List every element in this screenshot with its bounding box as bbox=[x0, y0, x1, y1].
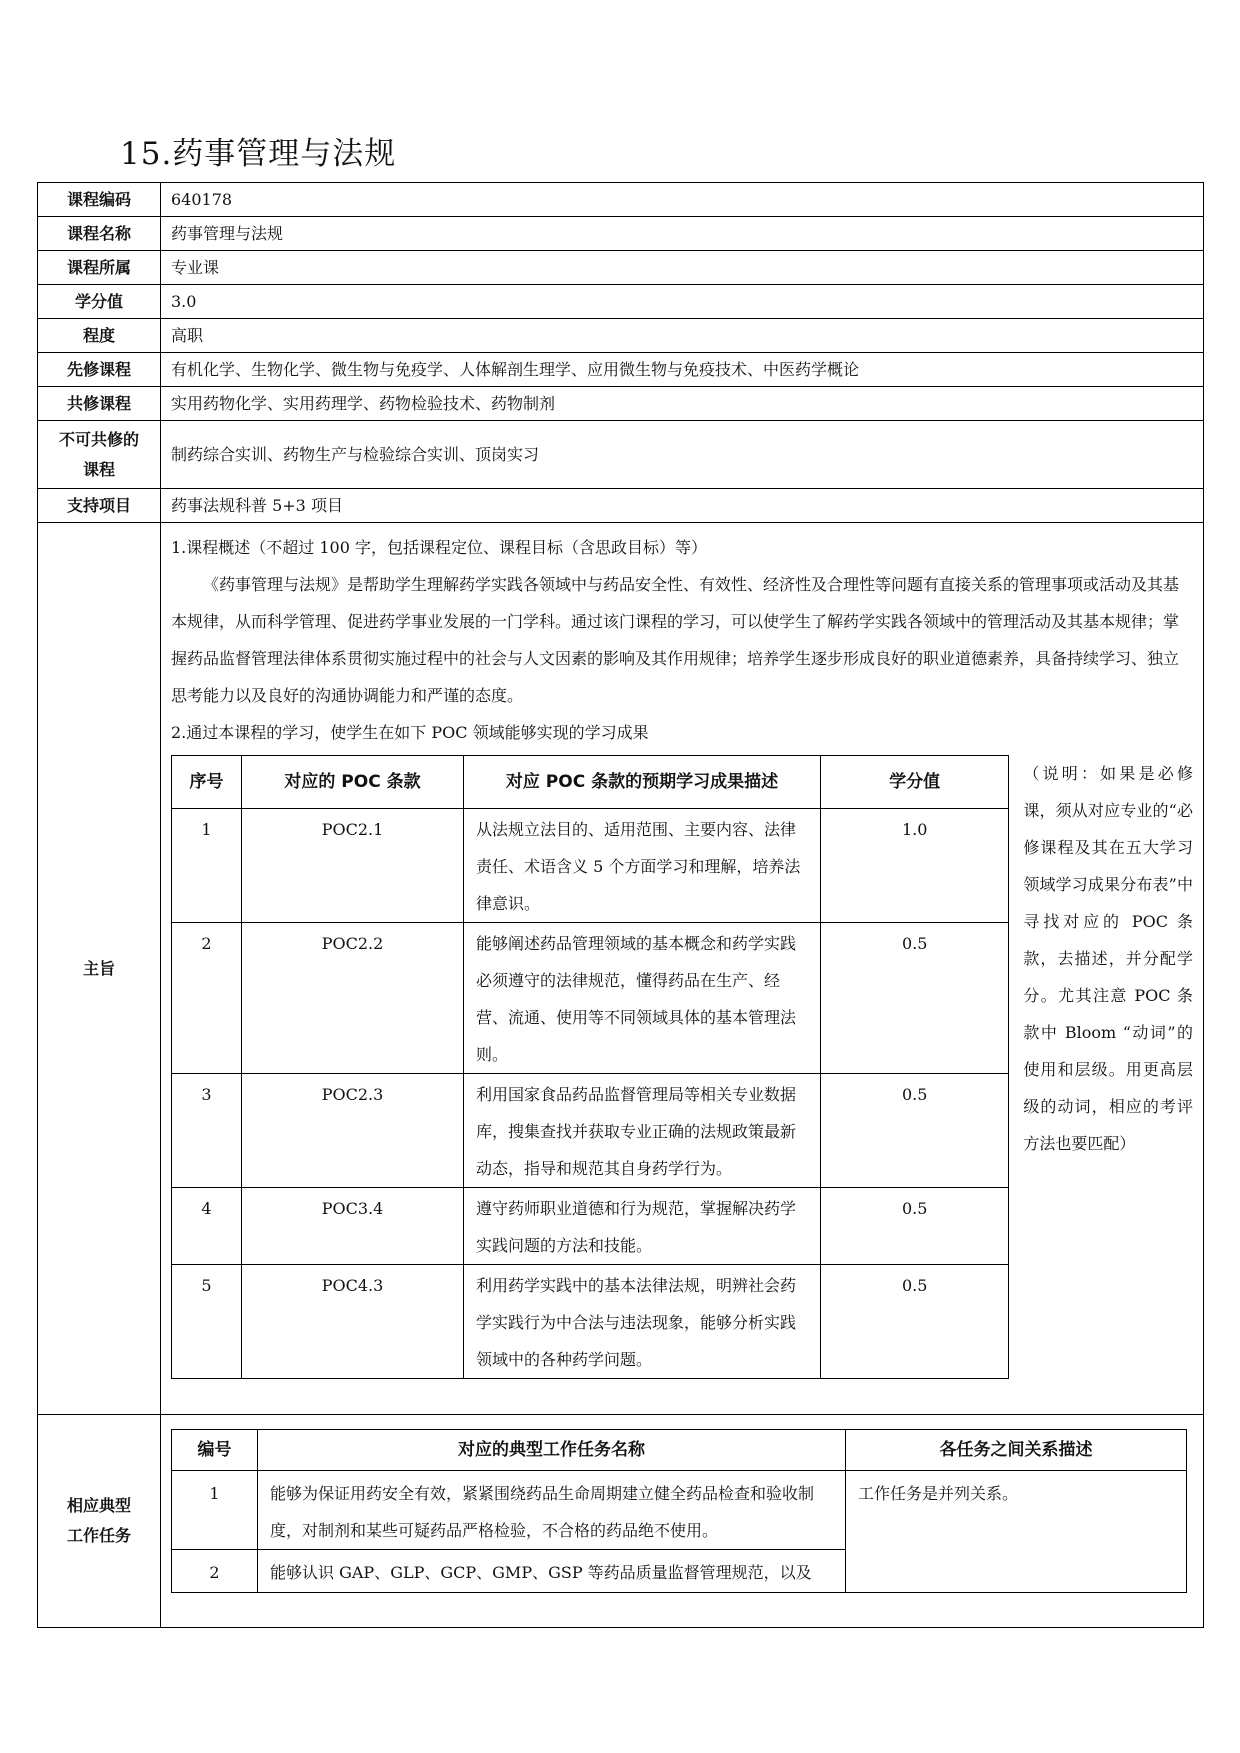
poc-header-row bbox=[172, 756, 1009, 809]
poc-desc: 从法规立法目的、适用范围、主要内容、法律责任、术语含义 5 个方面学习和理解，培养法律意识。 bbox=[464, 809, 821, 923]
poc-no: 5 bbox=[172, 1265, 242, 1379]
aim-content bbox=[161, 523, 1204, 1415]
row-aim bbox=[38, 523, 1204, 1415]
poc-desc: 利用药学实践中的基本法律法规，明辨社会药学实践行为中合法与违法现象，能够分析实践领域中的各种药学问题。 bbox=[464, 1265, 821, 1379]
table-row bbox=[172, 1074, 1009, 1188]
table-row bbox=[172, 923, 1009, 1074]
value-course-code: 640178 bbox=[161, 183, 1204, 217]
label-exclusions bbox=[38, 421, 161, 489]
task-name: 能够认识 GAP、GLP、GCP、GMP、GSP 等药品质量监督管理规范，以及 bbox=[258, 1550, 846, 1593]
task-table bbox=[171, 1429, 1187, 1593]
label-corequisites: 共修课程 bbox=[38, 387, 161, 421]
row-credit bbox=[38, 285, 1204, 319]
label-exclusions-line2: 课程 bbox=[82, 459, 115, 479]
poc-desc: 遵守药师职业道德和行为规范，掌握解决药学实践问题的方法和技能。 bbox=[464, 1188, 821, 1265]
value-corequisites: 实用药物化学、实用药理学、药物检验技术、药物制剂 bbox=[161, 387, 1204, 421]
task-no: 2 bbox=[172, 1550, 258, 1593]
poc-credit: 0.5 bbox=[821, 923, 1009, 1074]
value-course-category: 专业课 bbox=[161, 251, 1204, 285]
poc-credit: 1.0 bbox=[821, 809, 1009, 923]
value-credit: 3.0 bbox=[161, 285, 1204, 319]
label-aim: 主旨 bbox=[38, 523, 161, 1415]
label-prerequisites: 先修课程 bbox=[38, 353, 161, 387]
poc-no: 4 bbox=[172, 1188, 242, 1265]
poc-clause: POC3.4 bbox=[242, 1188, 464, 1265]
label-tasks-line2: 工作任务 bbox=[66, 1526, 131, 1545]
label-course-code: 课程编码 bbox=[38, 183, 161, 217]
task-header-row bbox=[172, 1430, 1187, 1471]
row-tasks bbox=[38, 1415, 1204, 1628]
poc-header-no: 序号 bbox=[172, 756, 242, 809]
task-header-no: 编号 bbox=[172, 1430, 258, 1471]
row-course-code bbox=[38, 183, 1204, 217]
value-prerequisites: 有机化学、生物化学、微生物与免疫学、人体解剖生理学、应用微生物与免疫技术、中医药学概论 bbox=[161, 353, 1204, 387]
poc-desc: 利用国家食品药品监督管理局等相关专业数据库，搜集查找并获取专业正确的法规政策最新动态，指导和规范其自身药学行为。 bbox=[464, 1074, 821, 1188]
row-corequisites bbox=[38, 387, 1204, 421]
label-course-name: 课程名称 bbox=[38, 217, 161, 251]
task-header-name: 对应的典型工作任务名称 bbox=[258, 1430, 846, 1471]
poc-desc: 能够阐述药品管理领域的基本概念和药学实践必须遵守的法律规范，懂得药品在生产、经营、流通、使用等不同领域具体的基本管理法则。 bbox=[464, 923, 821, 1074]
row-support-project bbox=[38, 489, 1204, 523]
poc-clause: POC4.3 bbox=[242, 1265, 464, 1379]
poc-section bbox=[171, 755, 1193, 1379]
course-info-table bbox=[37, 182, 1204, 1628]
row-exclusions bbox=[38, 421, 1204, 489]
row-level bbox=[38, 319, 1204, 353]
table-row bbox=[172, 1265, 1009, 1379]
poc-credit: 0.5 bbox=[821, 1188, 1009, 1265]
value-exclusions: 制药综合实训、药物生产与检验综合实训、顶岗实习 bbox=[161, 421, 1204, 489]
poc-no: 3 bbox=[172, 1074, 242, 1188]
table-row bbox=[172, 1471, 1187, 1550]
poc-no: 1 bbox=[172, 809, 242, 923]
poc-clause: POC2.3 bbox=[242, 1074, 464, 1188]
poc-credit: 0.5 bbox=[821, 1074, 1009, 1188]
row-prerequisites bbox=[38, 353, 1204, 387]
task-relation: 工作任务是并列关系。 bbox=[846, 1471, 1187, 1593]
task-header-relation: 各任务之间关系描述 bbox=[846, 1430, 1187, 1471]
label-support-project: 支持项目 bbox=[38, 489, 161, 523]
page-title: 15.药事管理与法规 bbox=[120, 136, 397, 172]
poc-no: 2 bbox=[172, 923, 242, 1074]
poc-header-credit: 学分值 bbox=[821, 756, 1009, 809]
table-row bbox=[172, 1188, 1009, 1265]
poc-note: （说明：如果是必修课，须从对应专业的“必修课程及其在五大学习领域学习成果分布表”中寻找对应的 POC 条款，去描述，并分配学分。尤其注意 POC 条款中 Bloom “动词”的使用和层级。用更高层级的动词，相应的考评方法也要匹配） bbox=[1023, 764, 1193, 1153]
value-support-project: 药事法规科普 5+3 项目 bbox=[161, 489, 1204, 523]
overview-heading: 1.课程概述（不超过 100 字，包括课程定位、课程目标（含思政目标）等） bbox=[171, 538, 707, 557]
poc-header-clause: 对应的 POC 条款 bbox=[242, 756, 464, 809]
label-credit: 学分值 bbox=[38, 285, 161, 319]
label-tasks-line1: 相应典型 bbox=[66, 1496, 131, 1515]
task-no: 1 bbox=[172, 1471, 258, 1550]
poc-clause: POC2.2 bbox=[242, 923, 464, 1074]
poc-table bbox=[171, 755, 1009, 1379]
poc-clause: POC2.1 bbox=[242, 809, 464, 923]
poc-header-desc: 对应 POC 条款的预期学习成果描述 bbox=[464, 756, 821, 809]
poc-credit: 0.5 bbox=[821, 1265, 1009, 1379]
row-course-name bbox=[38, 217, 1204, 251]
outcome-heading: 2.通过本课程的学习，使学生在如下 POC 领域能够实现的学习成果 bbox=[171, 723, 649, 742]
value-course-name: 药事管理与法规 bbox=[161, 217, 1204, 251]
label-exclusions-line1: 不可共修的 bbox=[58, 429, 139, 449]
value-level: 高职 bbox=[161, 319, 1204, 353]
row-course-category bbox=[38, 251, 1204, 285]
task-name: 能够为保证用药安全有效，紧紧围绕药品生命周期建立健全药品检查和验收制度，对制剂和某些可疑药品严格检验，不合格的药品绝不使用。 bbox=[258, 1471, 846, 1550]
tasks-content bbox=[161, 1415, 1204, 1628]
label-course-category: 课程所属 bbox=[38, 251, 161, 285]
label-level: 程度 bbox=[38, 319, 161, 353]
table-row bbox=[172, 809, 1009, 923]
overview-text: 《药事管理与法规》是帮助学生理解药学实践各领域中与药品安全性、有效性、经济性及合理性等问题有直接关系的管理事项或活动及其基本规律，从而科学管理、促进药学事业发展的一门学科。通过该门课程的学习，可以使学生了解药学实践各领域中的管理活动及其基本规律；掌握药品监督管理法律体系贯彻实施过程中的社会与人文因素的影响及其作用规律；培养学生逐步形成良好的职业道德素养，具备持续学习、独立思考能力以及良好的沟通协调能力和严谨的态度。 bbox=[171, 575, 1180, 705]
label-tasks bbox=[38, 1415, 161, 1628]
